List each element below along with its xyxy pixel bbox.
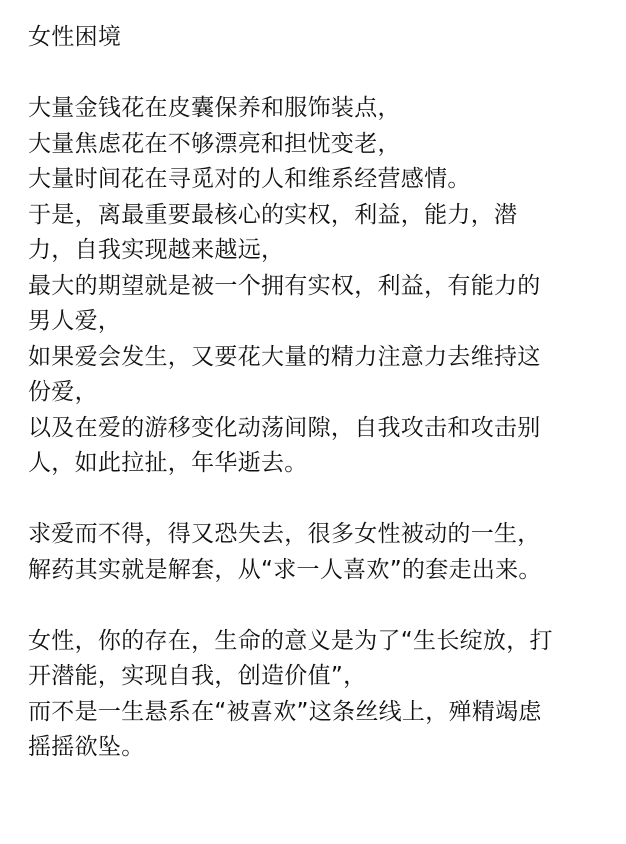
text-line: 摇摇欲坠。	[28, 734, 145, 760]
text-line: 大量时间花在寻觅对的人和维系经营感情。	[28, 166, 471, 192]
text-line: 如果爱会发生，又要花大量的精力注意力去维持这	[28, 343, 541, 370]
text-line: 解药其实就是解套，从“求一人喜欢”的套走出来。	[28, 556, 542, 583]
document-title: 女性困境	[28, 24, 122, 50]
text-line: 女性，你的存在，生命的意义是为了“生长绽放，打	[28, 627, 553, 654]
blank-line	[28, 588, 598, 624]
text-line: 于是，离最重要最核心的实权，利益，能力，潜	[28, 201, 518, 228]
text-line: 男人爱，	[28, 308, 122, 334]
paragraph-1	[28, 91, 598, 482]
paragraph-3	[28, 624, 598, 766]
blank-line	[28, 56, 598, 92]
text-line: 人，如此拉扯，年华逝去。	[28, 450, 308, 476]
text-line: 而不是一生悬系在“被喜欢”这条丝线上，殚精竭虑	[28, 698, 542, 725]
text-line: 份爱，	[28, 379, 98, 405]
text-line: 最大的期望就是被一个拥有实权，利益，有能力的	[28, 272, 541, 299]
blank-line	[28, 482, 598, 518]
text-line: 大量金钱花在皮囊保养和服饰装点，	[28, 95, 401, 121]
text-line: 力，自我实现越来越远，	[28, 237, 285, 263]
text-line: 开潜能，实现自我，创造价值”，	[28, 663, 367, 689]
text-line: 大量焦虑花在不够漂亮和担忧变老，	[28, 130, 401, 157]
text-line: 求爱而不得，得又恐失去，很多女性被动的一生，	[28, 521, 541, 547]
text-line: 以及在爱的游移变化动荡间隙，自我攻击和攻击别	[28, 414, 541, 441]
paragraph-2	[28, 517, 598, 588]
